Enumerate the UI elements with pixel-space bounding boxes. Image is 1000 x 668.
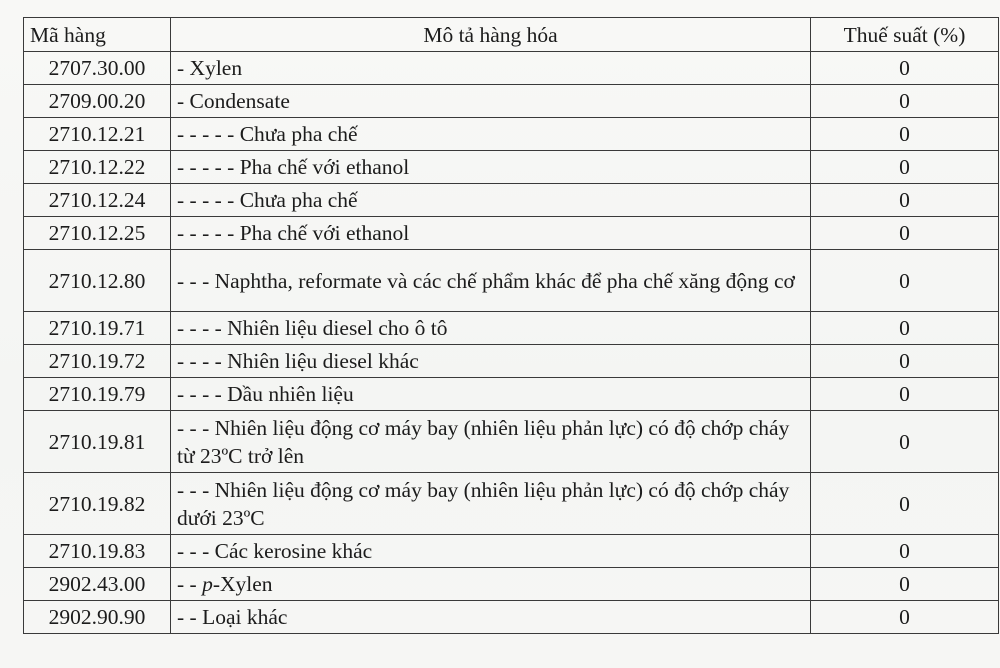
row-description — [171, 535, 811, 568]
row-text: Nhiên liệu động cơ máy bay (nhiên liệu phản lực) có độ chớp cháy dưới 23ºC — [177, 477, 790, 530]
header-rate: Thuế suất (%) — [811, 18, 999, 52]
table-row — [24, 473, 999, 535]
row-prefix: - - - - - — [177, 188, 240, 212]
row-rate: 0 — [811, 52, 999, 85]
row-rate: 0 — [811, 312, 999, 345]
row-prefix: - — [177, 56, 190, 80]
row-text: Nhiên liệu diesel khác — [227, 349, 419, 373]
row-prefix: - - - — [177, 477, 215, 502]
row-text: Condensate — [189, 89, 290, 113]
row-description — [171, 52, 811, 85]
row-code: 2710.19.82 — [24, 473, 171, 535]
row-prefix: - - - - - — [177, 122, 240, 146]
table-row — [24, 568, 999, 601]
row-code: 2710.12.22 — [24, 151, 171, 184]
row-code: 2710.12.21 — [24, 118, 171, 151]
row-text: Naphtha, reformate và các chế phẩm khác để pha chế xăng động cơ — [214, 268, 795, 293]
header-description: Mô tả hàng hóa — [171, 18, 811, 52]
row-prefix: - — [177, 89, 190, 113]
row-text: Nhiên liệu động cơ máy bay (nhiên liệu phản lực) có độ chớp cháy từ 23ºC trở lên — [177, 415, 790, 468]
table-row — [24, 85, 999, 118]
row-rate: 0 — [811, 378, 999, 411]
table-header-row — [24, 18, 999, 52]
table-row — [24, 118, 999, 151]
row-code: 2710.19.71 — [24, 312, 171, 345]
cut-off-paragraph — [110, 652, 990, 668]
row-description — [171, 85, 811, 118]
row-prefix: - - — [177, 572, 203, 596]
row-rate: 0 — [811, 568, 999, 601]
row-rate: 0 — [811, 411, 999, 473]
row-description — [171, 345, 811, 378]
row-code: 2709.00.20 — [24, 85, 171, 118]
row-text: Pha chế với ethanol — [239, 221, 410, 245]
row-rate: 0 — [811, 535, 999, 568]
row-prefix: - - - - — [177, 349, 228, 373]
table-row — [24, 535, 999, 568]
row-code: 2710.12.80 — [24, 250, 171, 312]
row-rate: 0 — [811, 85, 999, 118]
row-code: 2710.19.72 — [24, 345, 171, 378]
table-row — [24, 345, 999, 378]
row-description — [171, 601, 811, 634]
table-row — [24, 312, 999, 345]
tariff-table — [23, 17, 999, 634]
row-prefix: - - - — [177, 268, 215, 293]
row-code: 2710.12.24 — [24, 184, 171, 217]
row-description — [171, 151, 811, 184]
row-text: Chưa pha chế — [239, 122, 358, 146]
table-row — [24, 52, 999, 85]
row-prefix: - - - - — [177, 382, 228, 406]
row-description — [171, 118, 811, 151]
row-text: Pha chế với ethanol — [239, 155, 410, 179]
table-row — [24, 217, 999, 250]
row-text: -Xylen — [212, 572, 273, 596]
row-rate: 0 — [811, 118, 999, 151]
table-row — [24, 378, 999, 411]
table-row — [24, 601, 999, 634]
row-rate: 0 — [811, 184, 999, 217]
row-text: Nhiên liệu diesel cho ô tô — [227, 316, 448, 340]
row-text: Xylen — [189, 56, 243, 80]
row-description — [171, 378, 811, 411]
row-rate: 0 — [811, 217, 999, 250]
row-prefix: - - - — [177, 539, 215, 563]
row-code: 2710.19.81 — [24, 411, 171, 473]
row-text: Chưa pha chế — [239, 188, 358, 212]
row-description — [171, 250, 811, 312]
row-prefix: - - - - - — [177, 155, 240, 179]
row-prefix: - - - — [177, 415, 215, 440]
row-description — [171, 217, 811, 250]
row-prefix: - - - - — [177, 316, 228, 340]
row-description — [171, 473, 811, 535]
row-rate: 0 — [811, 601, 999, 634]
row-rate: 0 — [811, 473, 999, 535]
row-description — [171, 411, 811, 473]
row-rate: 0 — [811, 151, 999, 184]
header-code: Mã hàng — [24, 18, 171, 52]
table-row — [24, 184, 999, 217]
row-text: Dầu nhiên liệu — [227, 382, 354, 406]
row-text: Loại khác — [202, 605, 288, 629]
row-rate: 0 — [811, 345, 999, 378]
row-prefix: - - — [177, 605, 203, 629]
row-code: 2902.90.90 — [24, 601, 171, 634]
row-rate: 0 — [811, 250, 999, 312]
table-row — [24, 151, 999, 184]
row-code: 2902.43.00 — [24, 568, 171, 601]
row-description — [171, 184, 811, 217]
row-description — [171, 568, 811, 601]
table-row — [24, 411, 999, 473]
row-description — [171, 312, 811, 345]
row-code: 2710.19.79 — [24, 378, 171, 411]
table-row — [24, 250, 999, 312]
row-italic-prefix: p — [202, 572, 213, 596]
row-prefix: - - - - - — [177, 221, 240, 245]
row-code: 2707.30.00 — [24, 52, 171, 85]
row-code: 2710.19.83 — [24, 535, 171, 568]
row-code: 2710.12.25 — [24, 217, 171, 250]
row-text: Các kerosine khác — [214, 539, 373, 563]
